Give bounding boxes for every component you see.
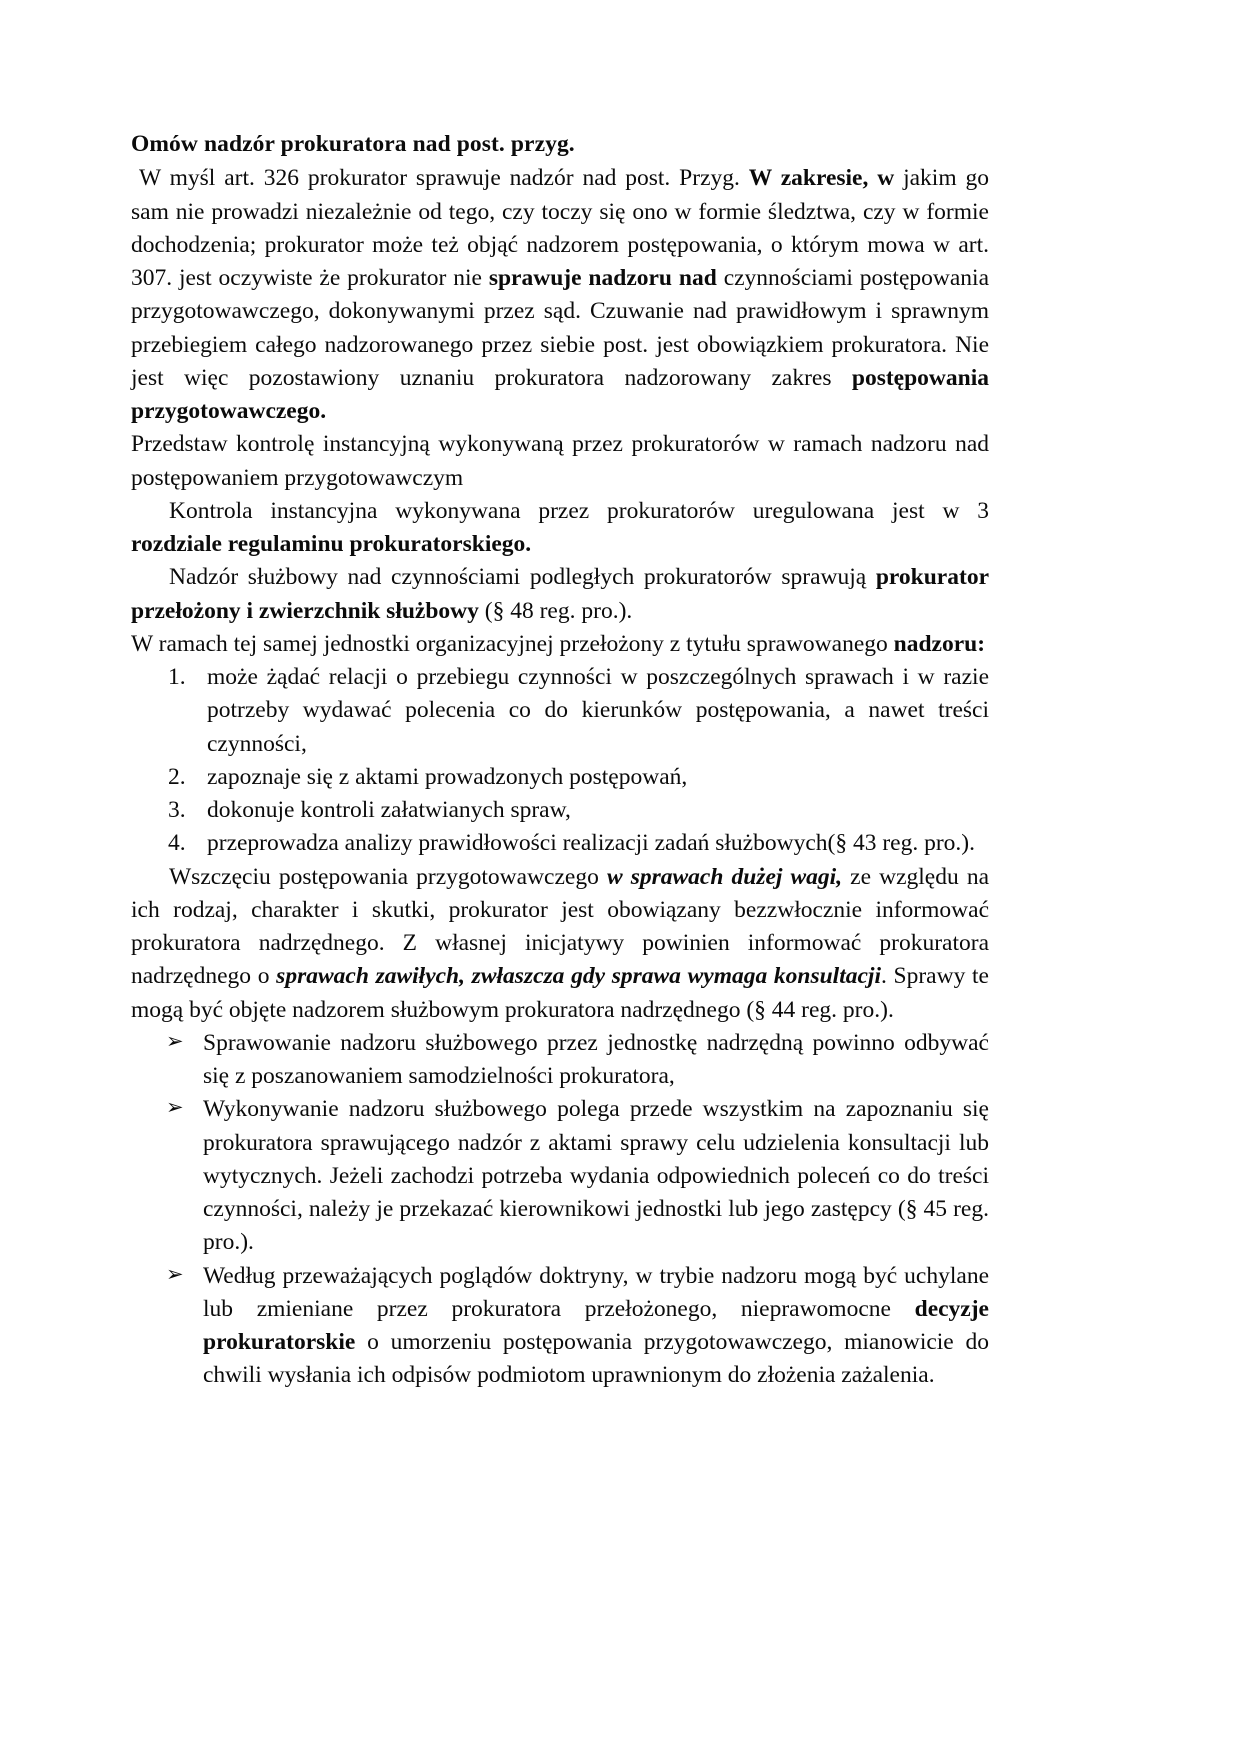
list-item-number: 3. <box>168 797 186 823</box>
paragraph-5-text-a: W ramach tej samej jednostki organizacyjnej przełożony z tytułu sprawowanego <box>131 630 894 657</box>
paragraph-1-text-e: czynnościami postępowania przygotowawczego, dokonywanymi przez sąd. Czuwanie nad prawidłowym i sprawnym przebiegiem całego nadzorowanego przez siebie post. jest obowiązkiem prokuratora. Nie jest więc pozostawiony uznaniu prokuratora nadzorowany zakres <box>131 265 990 391</box>
list-item <box>131 1093 989 1259</box>
arrow-bullet-icon: ➢ <box>166 1261 184 1286</box>
list-item-number: 2. <box>168 763 186 790</box>
paragraph-1 <box>131 162 989 428</box>
paragraph-3-bold-b: rozdziale regulaminu prokuratorskiego. <box>131 531 532 557</box>
paragraph-2 <box>131 428 989 495</box>
paragraph-1-bold-f: postępowania przygotowawczego. <box>131 364 989 424</box>
paragraph-4-text-c: (§ 48 reg. pro.). <box>478 597 633 624</box>
list-item <box>131 794 989 827</box>
paragraph-6-text-c: ze względu na ich rodzaj, charakter i skutki, prokurator jest obowiązany bezzwłocznie informować prokuratora nadrzędnego. Z własnej inicjatywy powinien informować prokuratora nadrzędnego o <box>131 863 990 990</box>
page-title: Omów nadzór prokuratora nad post. przyg. <box>131 131 575 157</box>
paragraph-4 <box>131 561 989 628</box>
list-item-number: 4. <box>168 830 186 857</box>
list-item <box>131 827 989 860</box>
paragraph-3 <box>131 495 989 562</box>
paragraph-1-text-a: W myśl art. 326 prokurator sprawuje nadzór nad post. Przyg. <box>139 165 749 192</box>
paragraph-6-text-e: . Sprawy te mogą być objęte nadzorem służbowym prokuratora nadrzędnego (§ 44 reg. pro.). <box>131 963 989 1023</box>
list-item-text: Wykonywanie nadzoru służbowego polega przede wszystkim na zapoznaniu się prokuratora sprawującego nadzór z aktami sprawy celu udzielenia konsultacji lub wytycznych. Jeżeli zachodzi potrzeba wydania odpowiednich poleceń co do treści czynności, należy je przekazać kierownikowi jednostki lub jego zastępcy (§ 45 reg. pro.). <box>203 1096 989 1256</box>
paragraph-2-text: Przedstaw kontrolę instancyjną wykonywaną przez prokuratorów w ramach nadzoru nad postępowaniem przygotowawczym <box>131 431 989 491</box>
list-item-text: Sprawowanie nadzoru służbowego przez jednostkę nadrzędną powinno odbywać się z poszanowaniem samodzielności prokuratora, <box>203 1029 989 1089</box>
paragraph-5-bold-b: nadzoru: <box>893 630 986 657</box>
list-item-text: zapoznaje się z aktami prowadzonych postępowań, <box>207 763 688 790</box>
paragraph-5 <box>131 628 989 661</box>
paragraph-1-bold-b: W zakresie, w <box>748 165 895 192</box>
arrow-bullet-icon: ➢ <box>166 1028 184 1053</box>
list-item-text: przeprowadza analizy prawidłowości realizacji zadań służbowych(§ 43 reg. pro.). <box>207 830 975 857</box>
list-item <box>131 661 989 761</box>
list-item-text-a: Według przeważających poglądów doktryny, w trybie nadzoru mogą być uchylane lub zmieniane przez prokuratora przełożonego, nieprawomocne <box>203 1262 989 1322</box>
numbered-list <box>131 661 989 861</box>
paragraph-6-bold-italic-b: w sprawach dużej wagi, <box>606 863 843 890</box>
list-item-bold-b: decyzje prokuratorskie <box>203 1295 989 1355</box>
arrow-bullet-icon: ➢ <box>166 1095 184 1120</box>
list-item-text: może żądać relacji o przebiegu czynności w poszczególnych sprawach i w razie potrzeby wydawać polecenia co do kierunków postępowania, a nawet treści czynności, <box>207 664 989 757</box>
paragraph-6-bold-italic-d: sprawach zawiłych, zwłaszcza gdy sprawa wymaga konsultacji <box>276 963 881 990</box>
arrow-bullet-list <box>131 1027 989 1393</box>
document-body <box>131 128 989 1393</box>
list-item <box>131 1260 989 1393</box>
list-item <box>131 761 989 794</box>
paragraph-3-text-a: Kontrola instancyjna wykonywana przez prokuratorów uregulowana jest w 3 <box>169 497 989 524</box>
paragraph-1-text-c: jakim go sam nie prowadzi niezależnie od tego, czy toczy się ono w formie śledztwa, czy w formie dochodzenia; prokurator może też objąć nadzorem postępowania, o którym mowa w art. 307. jest oczywiste że prokurator nie <box>131 165 989 291</box>
paragraph-4-text-a: Nadzór służbowy nad czynnościami podległych prokuratorów sprawują <box>169 564 876 591</box>
paragraph-1-bold-d: sprawuje nadzoru nad <box>488 265 717 291</box>
paragraph-4-bold-b: prokurator przełożony i zwierzchnik służbowy <box>131 564 989 624</box>
list-item-text: dokonuje kontroli załatwianych spraw, <box>207 797 571 823</box>
paragraph-6 <box>131 861 989 1027</box>
list-item <box>131 1027 989 1094</box>
list-item-text-c: o umorzeniu postępowania przygotowawczego, mianowicie do chwili wysłania ich odpisów podmiotom uprawnionym do złożenia zażalenia. <box>203 1329 989 1389</box>
list-item-number: 1. <box>168 664 186 690</box>
paragraph-6-text-a: Wszczęciu postępowania przygotowawczego <box>169 863 607 890</box>
